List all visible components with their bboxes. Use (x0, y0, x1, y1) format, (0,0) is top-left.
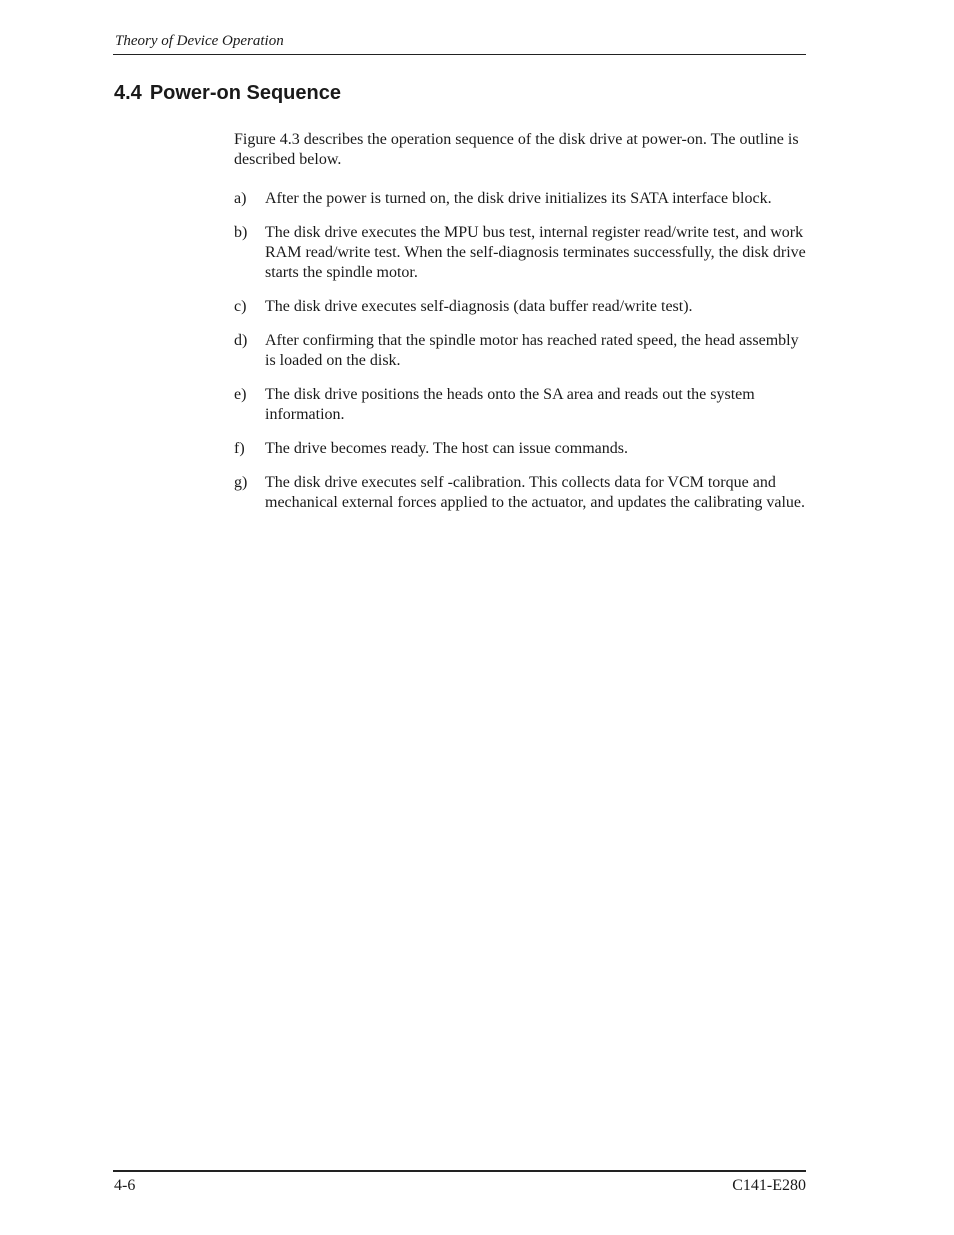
list-item-g (234, 473, 806, 513)
section-heading (114, 81, 341, 105)
list-item-text: After confirming that the spindle motor has reached rated speed, the head assembly is loaded on the disk. (265, 332, 799, 369)
list-item-text: The disk drive executes self -calibration. This collects data for VCM torque and mechanical external forces applied to the actuator, and updates the calibrating value. (265, 474, 806, 511)
list-item-f (234, 439, 806, 459)
list-marker: d) (234, 332, 248, 349)
page-number: 4-6 (114, 1177, 136, 1194)
list-item-b (234, 223, 806, 283)
list-item-text: The disk drive executes self-diagnosis (data buffer read/write test). (265, 298, 693, 315)
list-item-c (234, 297, 806, 317)
section-title: Power-on Sequence (149, 82, 341, 104)
footer-divider (113, 1170, 806, 1172)
body-text (234, 130, 806, 527)
list-marker: e) (234, 386, 247, 403)
list-item-text: The drive becomes ready. The host can issue commands. (265, 440, 628, 457)
list-item-d (234, 331, 806, 371)
list-item-e (234, 385, 806, 425)
list-marker: g) (234, 474, 248, 491)
list-item-text: The disk drive executes the MPU bus test, internal register read/write test, and work RAM read/write test. When the self-diagnosis terminates successfully, the disk drive starts the spindle motor. (265, 224, 806, 281)
list-marker: a) (234, 190, 247, 207)
intro-paragraph: Figure 4.3 describes the operation sequence of the disk drive at power-on. The outline is described below. (234, 131, 799, 168)
list-item-a (234, 189, 806, 209)
running-header: Theory of Device Operation (115, 33, 284, 49)
list-item-text: The disk drive positions the heads onto the SA area and reads out the system information. (265, 386, 755, 423)
list-item-text: After the power is turned on, the disk drive initializes its SATA interface block. (265, 190, 772, 207)
header-divider (113, 54, 806, 55)
document-code: C141-E280 (732, 1177, 806, 1194)
section-number: 4.4 (114, 82, 142, 104)
list-marker: c) (234, 298, 247, 315)
list-marker: b) (234, 224, 248, 241)
sequence-list (234, 189, 806, 513)
list-marker: f) (234, 440, 245, 457)
